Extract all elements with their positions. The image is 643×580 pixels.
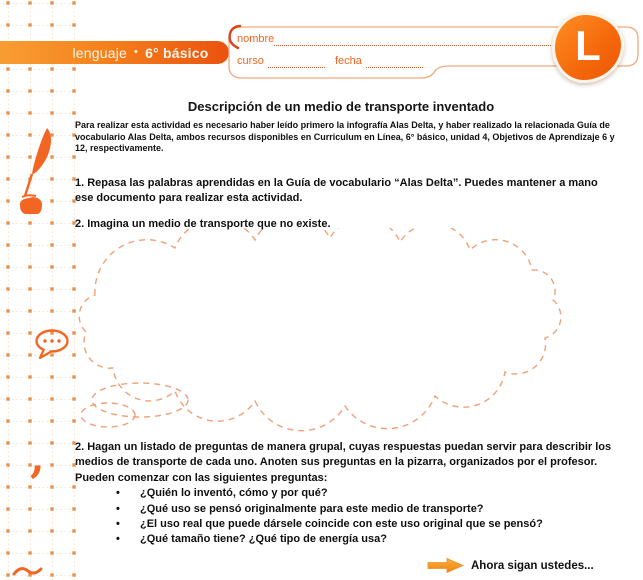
nombre-fill-line [274, 35, 559, 46]
curso-fecha-row [237, 55, 423, 68]
list-item [75, 532, 618, 547]
banner-separator: • [134, 45, 139, 58]
question-text: ¿El uso real que puede dársele coincide con este uso original que se pensó? [140, 517, 543, 530]
banner-grade: 6° básico [145, 44, 209, 61]
footer-cta [427, 557, 594, 574]
instruction-step-2-group [75, 440, 618, 547]
comma-icon: , [30, 433, 45, 482]
fecha-fill-line [366, 57, 423, 68]
speech-bubble-icon [33, 329, 71, 361]
nombre-label: nombre [237, 33, 275, 45]
thought-cloud-outline [68, 228, 573, 433]
questions-list [75, 486, 618, 547]
bullet-glyph: • [116, 502, 120, 515]
fecha-label: fecha [334, 55, 362, 67]
squiggle-icon [12, 563, 44, 578]
bullet-glyph: • [116, 533, 120, 546]
list-item [75, 502, 618, 517]
bullet-glyph: • [116, 487, 120, 500]
question-text: ¿Qué uso se pensó originalmente para este medio de transporte? [140, 502, 484, 515]
curso-label: curso [237, 55, 264, 67]
quill-inkwell-icon [14, 126, 56, 222]
logo-letter: L [575, 22, 601, 69]
instruction-step-1: 1. Repasa las palabras aprendidas en la Guía de vocabulario “Alas Delta”. Puedes mantener a mano ese documento para realizar esta actividad. [75, 177, 598, 204]
list-item [75, 517, 618, 532]
banner-subject: lenguaje [72, 44, 128, 61]
page-title: Descripción de un medio de transporte inventado [187, 99, 495, 114]
cta-text: Ahora sigan ustedes... [471, 559, 594, 572]
curso-fill-line [268, 57, 325, 68]
intro-paragraph: Para realizar esta actividad es necesario haber leído primero la infografía Alas Delta, y haber realizado la relacionada Guía de vocabulario Alas Delta, ambos recursos disponibles en Curriculum en Línea, 6° básico, unidad 4, Objetivos de Aprendizaje 6 y 12, respectivamente. [75, 120, 615, 153]
list-item [75, 486, 618, 501]
nombre-row [237, 33, 559, 46]
group-questions-text: 2. Hagan un listado de preguntas de manera grupal, cuyas respuestas puedan servir para describir los medios de transporte de cada uno. Anoten sus preguntas en la pizarra, organizados por el profesor. Pueden comenzar con las siguientes preguntas: [75, 441, 612, 484]
bullet-glyph: • [116, 517, 120, 530]
forward-arrow-icon [427, 557, 465, 574]
subject-banner [0, 41, 229, 64]
question-text: ¿Quién lo inventó, cómo y por qué? [140, 487, 328, 500]
margin-grid-pattern [0, 0, 78, 580]
question-text: ¿Qué tamaño tiene? ¿Qué tipo de energía usa? [140, 533, 387, 546]
instruction-step-2: 2. Imagina un medio de transporte que no existe. [75, 218, 331, 230]
